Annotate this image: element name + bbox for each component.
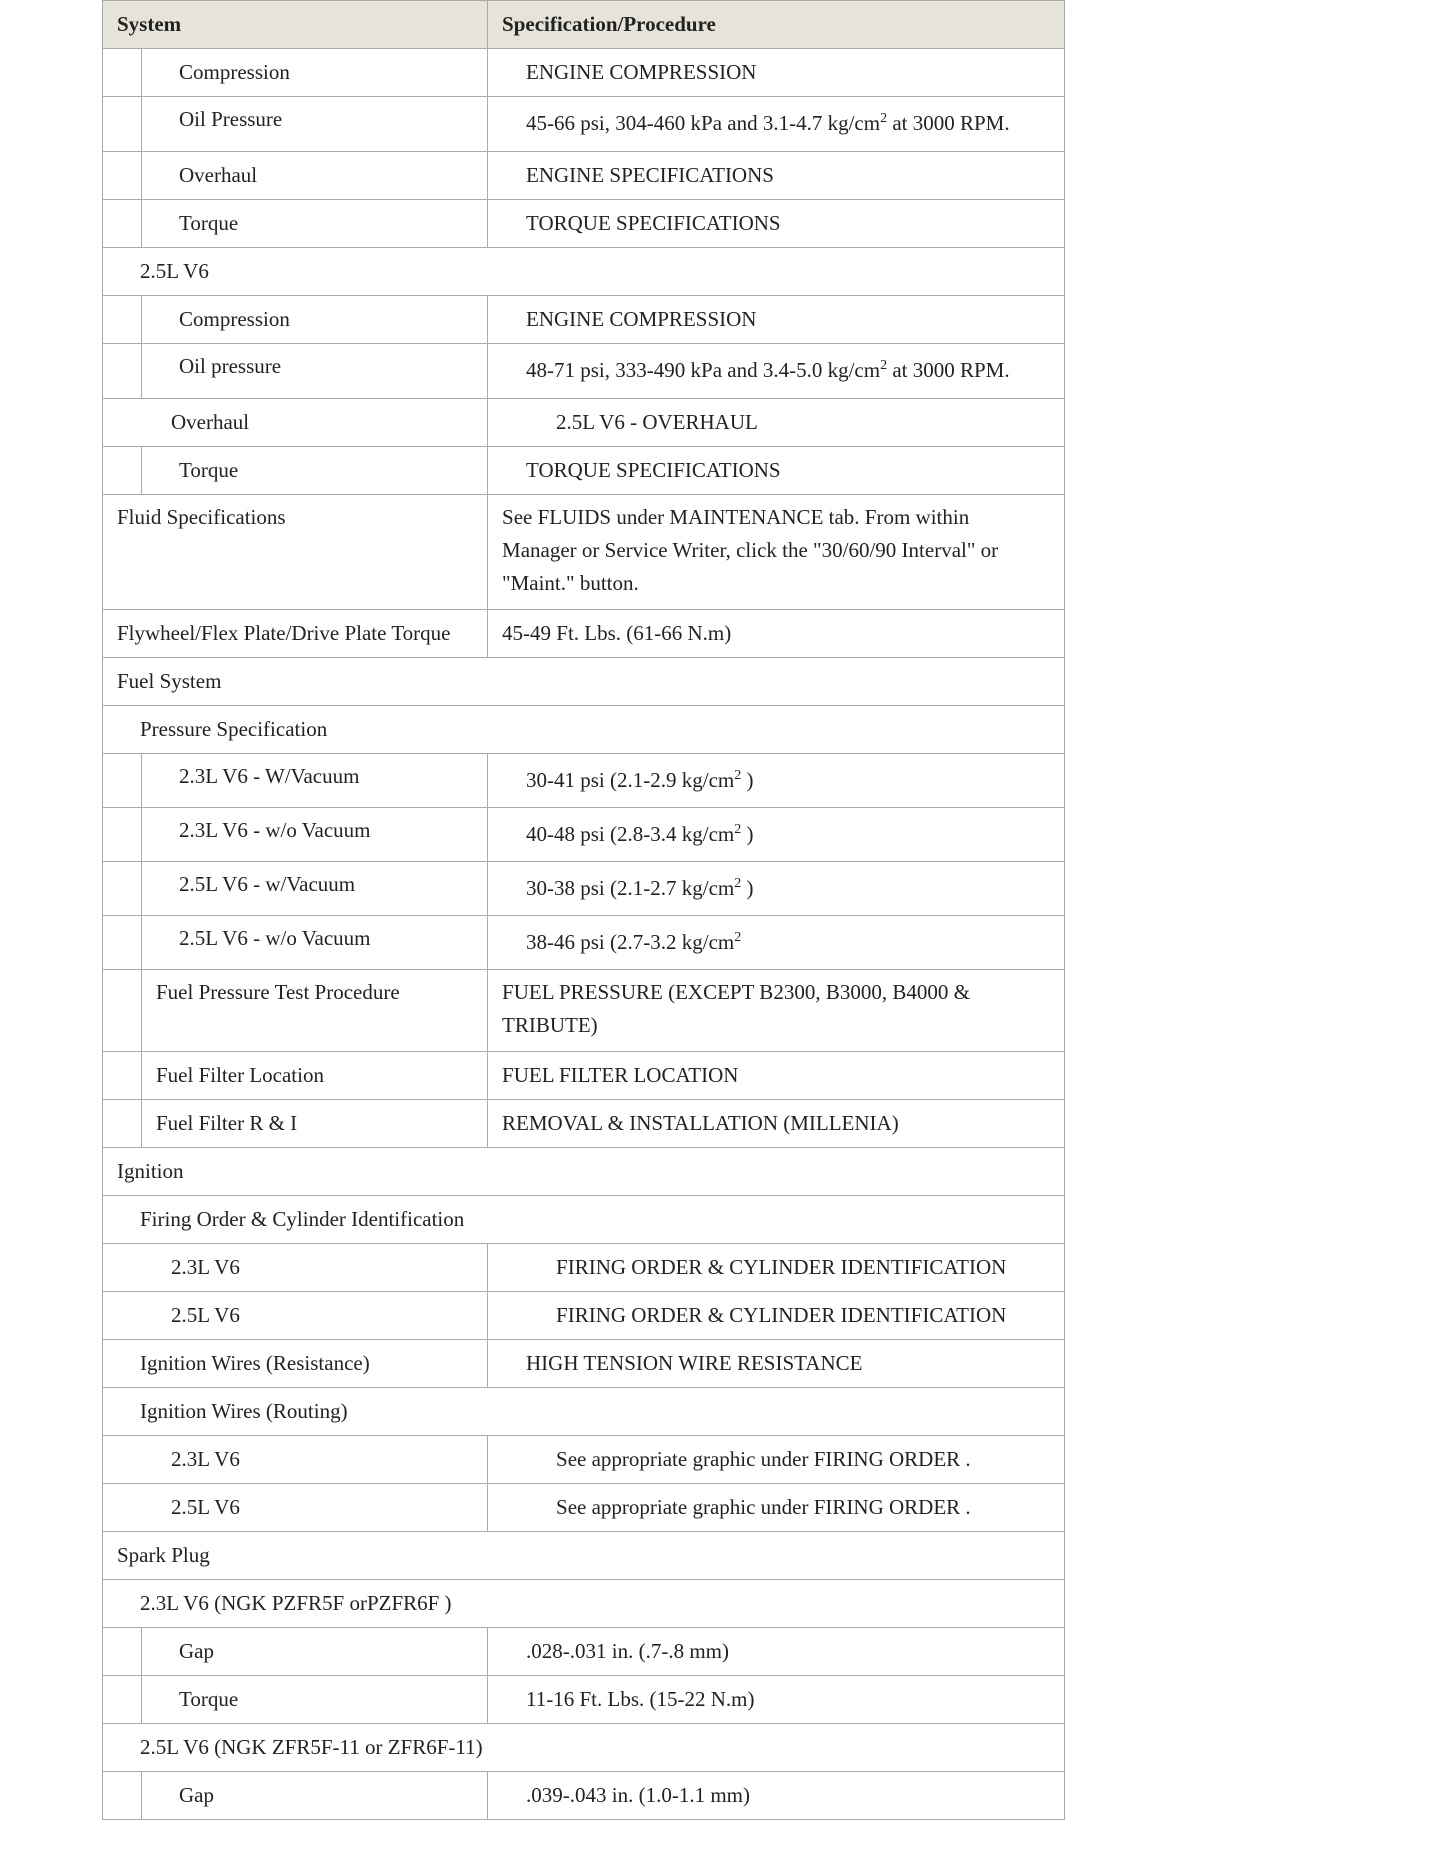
row-value: ENGINE SPECIFICATIONS [488, 152, 1065, 200]
row-value: See FLUIDS under MAINTENANCE tab. From within Manager or Service Writer, click the "30/60/90 Interval" or "Maint." button. [488, 495, 1065, 610]
section-row [103, 706, 1065, 754]
row-value: FUEL PRESSURE (EXCEPT B2300, B3000, B4000 & TRIBUTE) [488, 970, 1065, 1052]
spec-table [102, 0, 1065, 1820]
section-row [103, 1148, 1065, 1196]
row-value: 48-71 psi, 333-490 kPa and 3.4-5.0 $kg/cm^2$ at 3000 RPM. [488, 344, 1065, 399]
row-label: 2.5L V6 - w/Vacuum [142, 862, 488, 916]
row-value: FUEL FILTER LOCATION [488, 1052, 1065, 1100]
row-label: 2.3L V6 [103, 1244, 488, 1292]
section-label: Firing Order & Cylinder Identification [103, 1196, 1065, 1244]
table-row [103, 1100, 1065, 1148]
table-row [103, 1340, 1065, 1388]
table-row [103, 447, 1065, 495]
row-label: Flywheel/Flex Plate/Drive Plate Torque [103, 610, 488, 658]
row-value: See appropriate graphic under FIRING ORDER . [488, 1484, 1065, 1532]
row-value: 45-49 Ft. Lbs. (61-66 N.m) [488, 610, 1065, 658]
table-row [103, 862, 1065, 916]
section-row [103, 1196, 1065, 1244]
row-value: 11-16 Ft. Lbs. (15-22 N.m) [488, 1676, 1065, 1724]
row-label: 2.5L V6 - w/o Vacuum [142, 916, 488, 970]
section-row [103, 248, 1065, 296]
row-label: Oil pressure [142, 344, 488, 399]
table-row [103, 1292, 1065, 1340]
table-row [103, 344, 1065, 399]
row-label: Torque [142, 200, 488, 248]
row-value: ENGINE COMPRESSION [488, 296, 1065, 344]
row-label: Fuel Filter R & I [142, 1100, 488, 1148]
system-column-header: System [103, 1, 488, 49]
row-label: 2.5L V6 [103, 1292, 488, 1340]
row-label: Gap [142, 1628, 488, 1676]
row-value: .028-.031 in. (.7-.8 mm) [488, 1628, 1065, 1676]
row-label: Overhaul [103, 399, 488, 447]
table-row [103, 296, 1065, 344]
row-label: Compression [142, 296, 488, 344]
table-row [103, 1484, 1065, 1532]
row-value: FIRING ORDER & CYLINDER IDENTIFICATION [488, 1244, 1065, 1292]
row-label: Fuel Filter Location [142, 1052, 488, 1100]
section-label: Ignition Wires (Routing) [103, 1388, 1065, 1436]
table-row [103, 200, 1065, 248]
table-row [103, 916, 1065, 970]
row-value: TORQUE SPECIFICATIONS [488, 447, 1065, 495]
table-row [103, 1436, 1065, 1484]
row-label: Overhaul [142, 152, 488, 200]
section-label: 2.5L V6 [103, 248, 1065, 296]
section-label: Spark Plug [103, 1532, 1065, 1580]
table-row [103, 1244, 1065, 1292]
section-label: Fuel System [103, 658, 1065, 706]
row-value: HIGH TENSION WIRE RESISTANCE [488, 1340, 1065, 1388]
table-row [103, 1628, 1065, 1676]
row-value: See appropriate graphic under FIRING ORDER . [488, 1436, 1065, 1484]
row-value: 38-46 psi (2.7-3.2 $kg/cm^2$ [488, 916, 1065, 970]
section-row [103, 658, 1065, 706]
row-label: Torque [142, 447, 488, 495]
table-row [103, 1052, 1065, 1100]
section-label: Ignition [103, 1148, 1065, 1196]
row-label: Fuel Pressure Test Procedure [142, 970, 488, 1052]
section-label: 2.3L V6 (NGK PZFR5F orPZFR6F ) [103, 1580, 1065, 1628]
row-label: Oil Pressure [142, 97, 488, 152]
section-row [103, 1532, 1065, 1580]
table-row [103, 49, 1065, 97]
row-label: Torque [142, 1676, 488, 1724]
section-label: 2.5L V6 (NGK ZFR5F-11 or ZFR6F-11) [103, 1724, 1065, 1772]
row-value: 40-48 psi (2.8-3.4 $kg/cm^2$ ) [488, 808, 1065, 862]
section-row [103, 1580, 1065, 1628]
row-value: TORQUE SPECIFICATIONS [488, 200, 1065, 248]
row-label: 2.3L V6 - W/Vacuum [142, 754, 488, 808]
row-label: Compression [142, 49, 488, 97]
section-label: Pressure Specification [103, 706, 1065, 754]
row-label: Fluid Specifications [103, 495, 488, 610]
row-label: Gap [142, 1772, 488, 1820]
row-value: REMOVAL & INSTALLATION (MILLENIA) [488, 1100, 1065, 1148]
table-row [103, 97, 1065, 152]
table-row [103, 808, 1065, 862]
table-row [103, 152, 1065, 200]
spec-column-header: Specification/Procedure [488, 1, 1065, 49]
row-label: 2.3L V6 [103, 1436, 488, 1484]
table-row [103, 495, 1065, 610]
row-value: 45-66 psi, 304-460 kPa and 3.1-4.7 $kg/cm^2$ at 3000 RPM. [488, 97, 1065, 152]
table-row [103, 610, 1065, 658]
row-value: 30-41 psi (2.1-2.9 $kg/cm^2$ ) [488, 754, 1065, 808]
table-header-row [103, 1, 1065, 49]
row-value: ENGINE COMPRESSION [488, 49, 1065, 97]
section-row [103, 1388, 1065, 1436]
row-value: 2.5L V6 - OVERHAUL [488, 399, 1065, 447]
table-row [103, 970, 1065, 1052]
section-row [103, 1724, 1065, 1772]
row-label: 2.5L V6 [103, 1484, 488, 1532]
table-row [103, 399, 1065, 447]
row-label: Ignition Wires (Resistance) [103, 1340, 488, 1388]
table-row [103, 754, 1065, 808]
row-value: .039-.043 in. (1.0-1.1 mm) [488, 1772, 1065, 1820]
table-row [103, 1772, 1065, 1820]
row-value: 30-38 psi (2.1-2.7 $kg/cm^2$ ) [488, 862, 1065, 916]
table-row [103, 1676, 1065, 1724]
row-label: 2.3L V6 - w/o Vacuum [142, 808, 488, 862]
row-value: FIRING ORDER & CYLINDER IDENTIFICATION [488, 1292, 1065, 1340]
